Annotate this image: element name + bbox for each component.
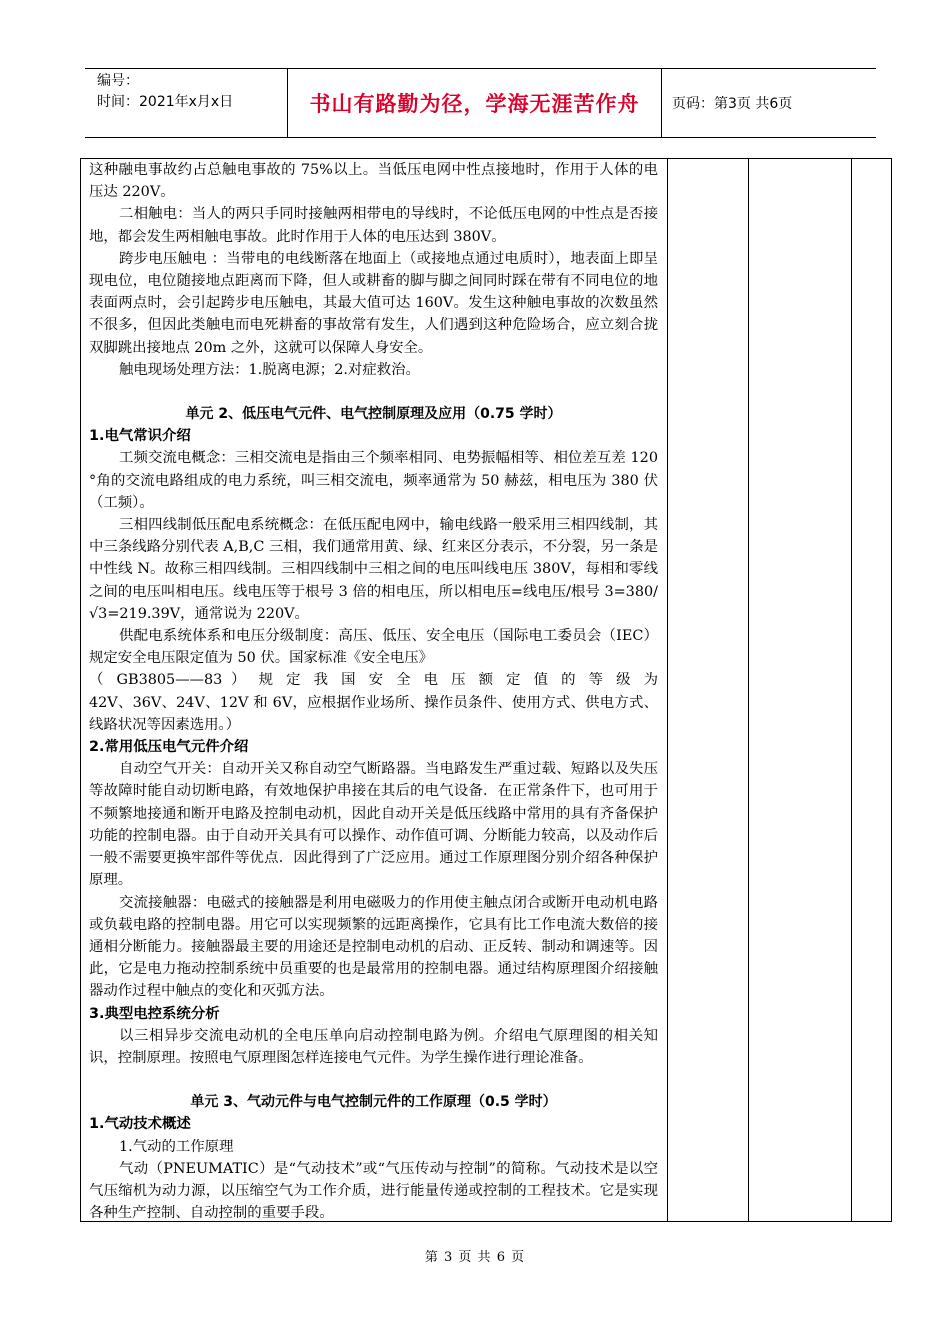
section-title: 1.电气常识介绍 [89,428,191,445]
column-divider [667,159,668,1221]
header-motto: 书山有路勤为径，学海无涯苦作舟 [287,69,662,137]
page-footer: 第 3 页 共 6 页 [424,1250,526,1265]
content-table [80,158,892,1222]
section-title: 2.常用低压电气元件介绍 [89,739,249,756]
unit-title: 单元 2、低压电气元件、电气控制原理及应用（0.75 学时） [185,406,562,423]
column-divider [748,159,749,1221]
paragraph: 供配电系统体系和电压分级制度：高压、低压、安全电压（国际电工委员会（IEC）规定安全电压限定值为 50 伏。国家标准《安全电压》 [89,628,658,667]
page-header [85,68,876,138]
paragraph: 这种融电事故约占总触电事故的 75%以上。当低压电网中性点接地时，作用于人体的电压达 220V。 [89,162,658,201]
header-info [85,69,287,137]
time-label: 时间：2021年x月x日 [97,94,234,110]
section-title: 1.气动技术概述 [89,1116,191,1133]
paragraph: 工频交流电概念：三相交流电是指由三个频率相同、电势振幅相等、相位差互差 120 °角的交流电路组成的电力系统，叫三相交流电，频率通常为 50 赫兹，相电压为 380 伏（工频）。 [89,450,658,511]
paragraph: 以三相异步交流电动机的全电压单向启动控制电路为例。介绍电气原理图的相关知识，控制原理。按照电气原理图怎样连接电气元件。为学生操作进行理论准备。 [89,1027,658,1066]
paragraph: 跨步电压触电 ：当带电的电线断落在地面上（或接地点通过电质时），地表面上即呈现电位，电位随接地点距离而下降，但人或耕畜的脚与脚之间同时踩在带有不同电位的地表面两点时，会引起跨步电压触电，其最大值可达 160V。发生这种触电事故的次数虽然不很多，但因此类触电而电死耕畜的事故常有发生，人们遇到这种危险场合，应立刻合拢双脚跳出接地点 20m 之外，这就可以保障人身安全。 [89,250,658,356]
paragraph: 1.气动的工作原理 [119,1138,234,1155]
number-label: 编号： [97,73,139,89]
paragraph: 交流接触器：电磁式的接触器是利用电磁吸力的作用使主触点闭合或断开电动机电路或负载电路的控制电器。用它可以实现频繁的远距离操作，它具有比工作电流大数倍的接通相分断能力。接触器最主要的用途还是控制电动机的启动、正反转、制动和调速等。因此，它是电力拖动控制系统中员重要的也是最常用的控制电器。通过结构原理图介绍接触器动作过程中触点的变化和灭弧方法。 [89,894,658,1000]
section-title: 3.典型电控系统分析 [89,1005,220,1022]
paragraph: （ GB3805——83 ） 规 定 我 国 安 全 电 压 额 定 值 的 等 级 为 [89,672,658,689]
paragraph: 三相四线制低压配电系统概念：在低压配电网中，输电线路一般采用三相四线制，其中三条线路分别代表 A,B,C 三相，我们通常用黄、绿、红来区分表示，不分裂，另一条是中性线 N。故称三相四线制。三相四线制中三相之间的电压叫线电压 380V，每相和零线之间的电压叫相电压。线电压等于根号 3 倍的相电压，所以相电压=线电压/根号 3=380/√3=219.39V，通常说为 220V。 [89,517,658,622]
paragraph: 触电现场处理方法：1.脱离电源；2.对症救治。 [119,361,420,378]
paragraph: 自动空气开关：自动开关又称自动空气断路器。当电路发生严重过载、短路以及失压等故障时能自动切断电路，有效地保护串接在其后的电气设备．在正常条件下，也可用于不频繁地接通和断开电路及控制电动机，因此自动开关是低压线路中常用的具有齐备保护功能的控制电器。由于自动开关具有可以操作、动作值可调、分断能力较高，以及动作后一般不需要更换牢部件等优点．因此得到了广泛应用。通过工作原理图分别介绍各种保护原理。 [89,761,658,889]
header-page-label: 页码：第3页 共6页 [672,96,793,112]
unit-title: 单元 3、气动元件与电气控制元件的工作原理（0.5 学时） [190,1094,557,1111]
paragraph: 气动（PNEUMATIC）是“气动技术”或“气压传动与控制”的简称。气动技术是以空气压缩机为动力源，以压缩空气为工作介质，进行能量传递或控制的工程技术。它是实现各种生产控制、自动控制的重要手段。 [89,1160,658,1222]
column-divider [851,159,852,1221]
lesson-content [89,159,658,1224]
paragraph: 二相触电：当人的两只手同时接触两相带电的导线时，不论低压电网的中性点是否接地，都会发生两相触电事故。此时作用于人体的电压达到 380V。 [89,206,658,245]
paragraph: 42V、36V、24V、12V 和 6V，应根据作业场所、操作员条件、使用方式、供电方式、线路状况等因素选用。） [89,694,658,733]
